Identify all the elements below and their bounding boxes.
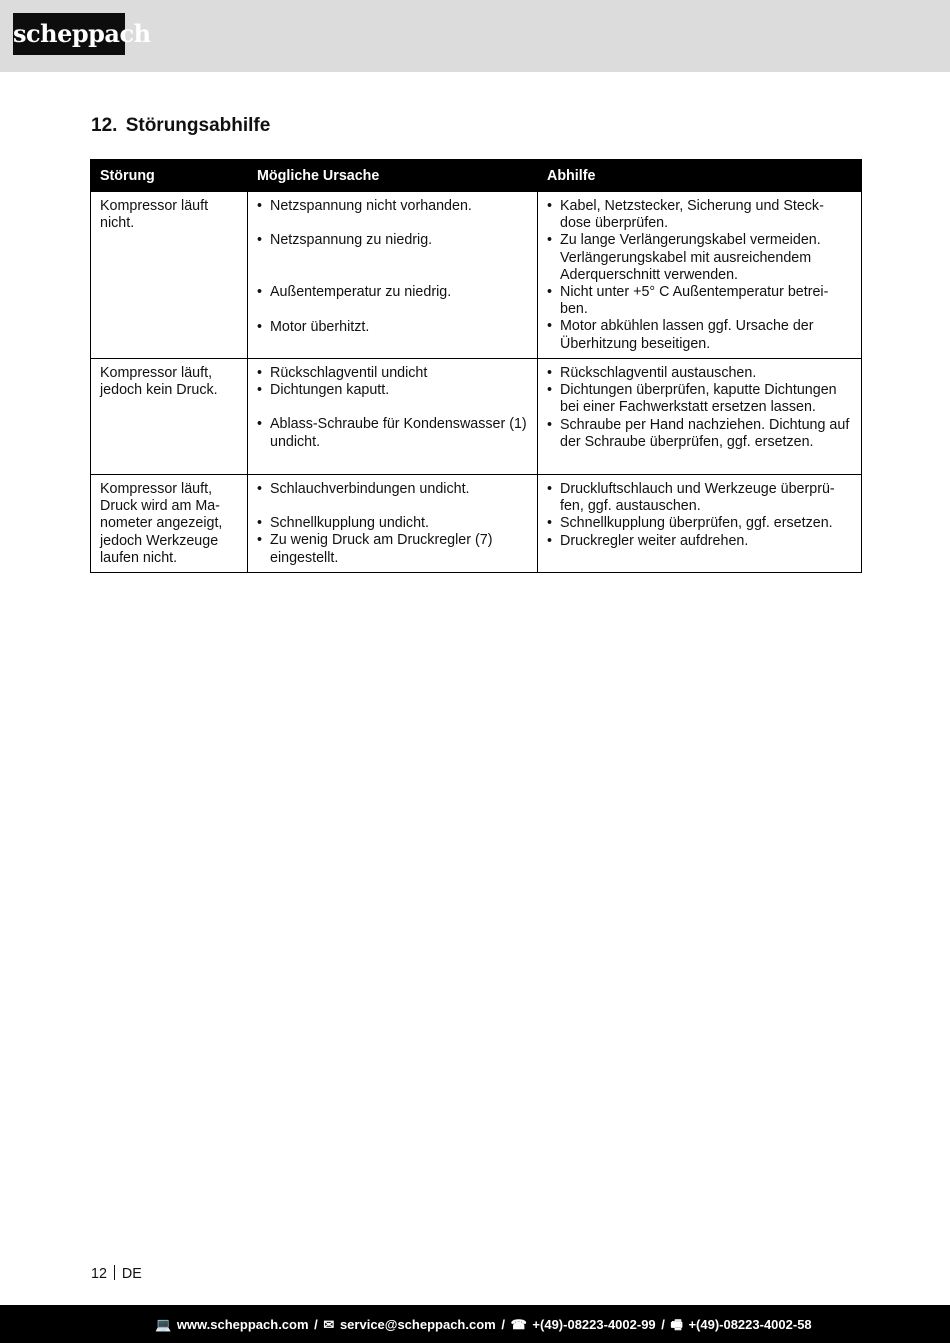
cause-item: • Schlauchverbindungen undicht. (257, 481, 528, 498)
cause-item: • Rückschlagventil undicht (257, 365, 528, 382)
cause-item: • Schnellkupplung undicht. (257, 515, 528, 532)
phone-number: +(49)-08223-4002-99 (532, 1317, 656, 1332)
table-row (91, 192, 862, 359)
language-code: DE (121, 1266, 142, 1282)
header-bar (0, 0, 950, 72)
table-row (91, 475, 862, 573)
problem-cell: Kompressor läuft nicht. (91, 192, 248, 359)
column-header-problem: Störung (91, 160, 248, 192)
scheppach-logo: scheppach (13, 13, 125, 55)
phone-icon: ☎ (510, 1317, 527, 1332)
remedy-item: • Zu lange Verlängerungskabel vermeiden. Verlängerungskabel mit ausreichendem Aderquerschnitt verwenden. (547, 232, 852, 284)
divider (114, 1265, 115, 1280)
problem-cell: Kompressor läuft, Druck wird am Ma-nometer angezeigt, jedoch Werkzeuge laufen nicht. (91, 475, 248, 573)
cause-cell (248, 192, 538, 359)
page-number: 12 (91, 1266, 107, 1282)
cause-item: • Dichtungen kaputt. (257, 382, 528, 399)
separator: / (501, 1317, 505, 1332)
table-header-row (91, 160, 862, 192)
computer-icon: 💻 (155, 1317, 172, 1332)
remedy-item: • Motor abkühlen lassen ggf. Ursache der Überhitzung beseitigen. (547, 318, 852, 352)
section-number: 12. (91, 115, 118, 136)
cause-cell (248, 475, 538, 573)
troubleshooting-table (90, 159, 862, 573)
remedy-item: • Dichtungen überprüfen, kaputte Dichtungen bei einer Fachwerkstatt ersetzen lassen. (547, 382, 852, 416)
separator: / (314, 1317, 318, 1332)
cause-item: • Netzspannung zu niedrig. (257, 232, 528, 249)
column-header-cause: Mögliche Ursache (248, 160, 538, 192)
remedy-item: • Druckregler weiter aufdrehen. (547, 533, 852, 550)
cause-item: • Netzspannung nicht vorhanden. (257, 198, 528, 215)
fax-icon: 🖷 (670, 1317, 683, 1332)
section-title (91, 115, 270, 137)
cause-cell (248, 359, 538, 475)
remedy-item: • Schnellkupplung überprüfen, ggf. ersetzen. (547, 515, 852, 532)
remedy-item: • Schraube per Hand nachziehen. Dichtung auf der Schraube überprüfen, ggf. ersetzen. (547, 417, 852, 451)
separator: / (661, 1317, 665, 1332)
cause-item: • Motor überhitzt. (257, 319, 528, 336)
website-link[interactable]: www.scheppach.com (176, 1317, 309, 1332)
problem-cell: Kompressor läuft, jedoch kein Druck. (91, 359, 248, 475)
remedy-cell (538, 192, 862, 359)
section-title-text: Störungsabhilfe (125, 115, 271, 136)
contact-bar (0, 1305, 950, 1343)
cause-item: • Ablass-Schraube für Kondenswasser (1) undicht. (257, 416, 528, 450)
cause-item: • Zu wenig Druck am Druckregler (7) eingestellt. (257, 532, 528, 566)
remedy-cell (538, 359, 862, 475)
remedy-item: • Nicht unter +5° C Außentemperatur betrei-ben. (547, 284, 852, 318)
contact-info (155, 1316, 814, 1338)
remedy-cell (538, 475, 862, 573)
remedy-item: • Druckluftschlauch und Werkzeuge überprü-fen, ggf. austauschen. (547, 481, 852, 515)
table-row (91, 359, 862, 475)
page-footer (91, 1265, 142, 1282)
email-link[interactable]: service@scheppach.com (339, 1317, 496, 1332)
column-header-remedy: Abhilfe (538, 160, 862, 192)
remedy-item: • Kabel, Netzstecker, Sicherung und Steck-dose überprüfen. (547, 198, 852, 232)
cause-item: • Außentemperatur zu niedrig. (257, 284, 528, 301)
email-icon: ✉ (323, 1317, 335, 1332)
fax-number: +(49)-08223-4002-58 (688, 1317, 812, 1332)
remedy-item: • Rückschlagventil austauschen. (547, 365, 852, 382)
